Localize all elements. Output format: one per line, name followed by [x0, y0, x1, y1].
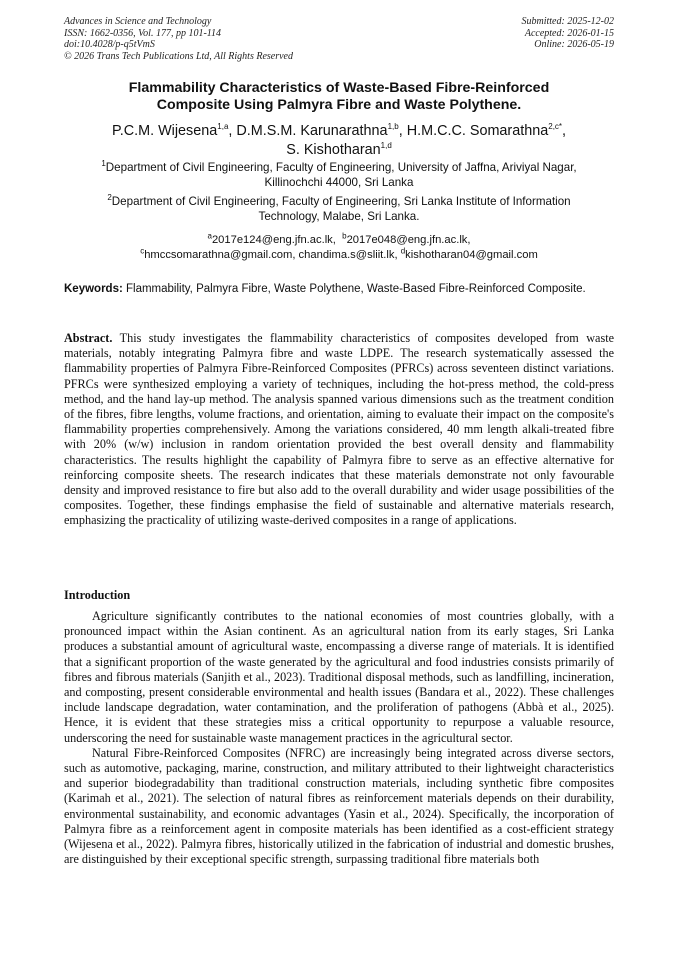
- keywords-label: Keywords:: [64, 283, 123, 295]
- abstract-label: Abstract.: [64, 331, 113, 345]
- journal-issn: ISSN: 1662-0356, Vol. 177, pp 101-114: [64, 27, 222, 39]
- online-date: Online: 2026-05-19: [534, 39, 614, 50]
- author-name: H.M.C.C. Somarathna: [406, 123, 549, 139]
- introduction-paragraph-1: Agriculture significantly contributes to the national economies of most countries globally, with a pronounced impact within the Asian continent. As an agricultural nation from its early stages, Sri Lanka produces a substantial amount of agricultural waste, encompassing a diverse range of materials. It is identified that a significant proportion of the waste generated by the agricultural and food industries consists primarily of fibres and fibrous materials (Sanjith et al., 2023). Traditional disposal methods, such as landfilling, incineration, and composting, present considerable environmental and health issues (Bandara et al., 2022). These challenges include landscape degradation, water contamination, and the proliferation of pathogens (Abbà et al., 2025). Hence, it is evident that these strategies miss a critical opportunity to repurpose a valuable resource, underscoring the need for sustainable waste management practices in the agricultural sector.: [64, 609, 614, 745]
- author-superscript: 1,b: [387, 122, 399, 132]
- affiliation-text: Department of Civil Engineering, Faculty of Engineering, University of Jaffna, Ariviyal Nagar,: [105, 161, 577, 174]
- email-link[interactable]: 2017e124@eng.jfn.ac.lk,: [211, 234, 336, 246]
- email-link[interactable]: kishotharan04@gmail.com: [405, 248, 538, 261]
- author-list: P.C.M. Wijesena$^{1,a}$, D.M.S.M. Karunarathna$^{1,b}$, H.M.C.C. Somarathna$^{2,c*}$, S. Kishotharan$^{1,d}$: [111, 122, 567, 158]
- email-superscript: d: [400, 245, 406, 255]
- email-superscript: b: [342, 231, 347, 241]
- introduction-heading: Introduction: [64, 588, 131, 602]
- author-name: P.C.M. Wijesena: [111, 123, 218, 139]
- author-emails: [64, 233, 614, 262]
- journal-name: Advances in Science and Technology: [64, 16, 212, 27]
- introduction-body: [64, 609, 614, 867]
- email-superscript: c: [140, 245, 145, 255]
- author-superscript: 2,c*: [548, 122, 563, 132]
- paper-title: [64, 80, 614, 114]
- journal-header: [64, 16, 293, 62]
- keywords-text: Flammability, Palmyra Fibre, Waste Polythene, Waste-Based Fibre-Reinforced Composite.: [126, 283, 586, 295]
- publication-dates: [522, 16, 615, 51]
- journal-doi[interactable]: doi:10.4028/p-q5tVmS: [64, 39, 155, 50]
- author-superscript: 1,d: [380, 141, 392, 151]
- author-name: S. Kishotharan: [286, 142, 381, 158]
- affiliation-superscript: 2: [107, 193, 112, 203]
- paper-title-line-2: Composite Using Palmyra Fibre and Waste Polythene.: [156, 97, 522, 113]
- copyright-notice: © 2026 Trans Tech Publications Ltd, All Rights Reserved: [64, 50, 293, 62]
- affiliation-2: [64, 195, 614, 224]
- affiliation-1: [64, 161, 614, 190]
- abstract-text: This study investigates the flammability characteristics of composites developed from waste materials, notably integrating Palmyra fibre and waste LDPE. The research systematically assessed the flammability properties of Palmyra Fibre-Reinforced Composites (PFRCs) across seventeen distinct variations. PFRCs were synthesized employing a variety of techniques, including the hot-press method, the cold-press method, and the hand lay-up method. The analysis spanned various dimensions such as the treatment condition of the fibres, fibre lengths, volume fractions, and orientation, aiming to evaluate their impact on the composite's flammability properties comprehensively. Among the variations considered, 40 mm length alkali-treated fibre with 20% (w/w) inclusion in random orientation provided the best overall density and flammability characteristics. The results highlight the capability of Palmyra fibre to serve as an effective alternative for reinforcing composite sheets. The research indicates that these materials demonstrate not only favourable density and improved resistance to fire but also add to the overall durability and wider usage possibilities of the composites. Together, these findings emphasise the field of sustainable and alternative materials research, emphasizing the practicality of utilizing waste-derived composites in a range of applications.: [64, 331, 615, 528]
- affiliation-superscript: 1: [101, 159, 106, 169]
- author-name: D.M.S.M. Karunarathna: [236, 123, 388, 139]
- email-superscript: a: [207, 231, 212, 241]
- submitted-date: Submitted: 2025-12-02: [521, 16, 614, 27]
- paper-title-line-1: Flammability Characteristics of Waste-Based Fibre-Reinforced: [128, 80, 550, 96]
- email-link[interactable]: 2017e048@eng.jfn.ac.lk,: [346, 234, 471, 246]
- affiliation-text: Killinochchi 44000, Sri Lanka: [264, 175, 414, 189]
- email-link[interactable]: hmccsomarathna@gmail.com, chandima.s@sliit.lk,: [144, 248, 398, 261]
- abstract-block: [64, 331, 614, 529]
- keywords-block: [64, 282, 614, 297]
- affiliation-text: Department of Civil Engineering, Faculty of Engineering, Sri Lanka Institute of Information: [111, 195, 571, 208]
- introduction-paragraph-2: Natural Fibre-Reinforced Composites (NFRC) are increasingly being integrated across diverse sectors, such as automotive, packaging, marine, construction, and military attributed to their lightweight characteristics and superior biodegradability than traditional construction materials, including synthetic fibre composites (Karimah et al., 2021). The selection of natural fibres as reinforcement materials depends on their durability, environmental sustainability, and economic advantages (Yasin et al., 2024). Specifically, the incorporation of Palmyra fibre as a reinforcement agent in composite materials has been identified as a cost-efficient strategy (Wijesena et al., 2022). Palmyra fibres, historically utilized in the fabrication of industrial and domestic brushes, are distinguished by their exceptional specific strength, surpassing traditional fibre materials both: [64, 745, 614, 867]
- affiliation-text: Technology, Malabe, Sri Lanka.: [258, 209, 420, 223]
- author-superscript: 1,a: [217, 122, 229, 132]
- accepted-date: Accepted: 2026-01-15: [524, 27, 614, 39]
